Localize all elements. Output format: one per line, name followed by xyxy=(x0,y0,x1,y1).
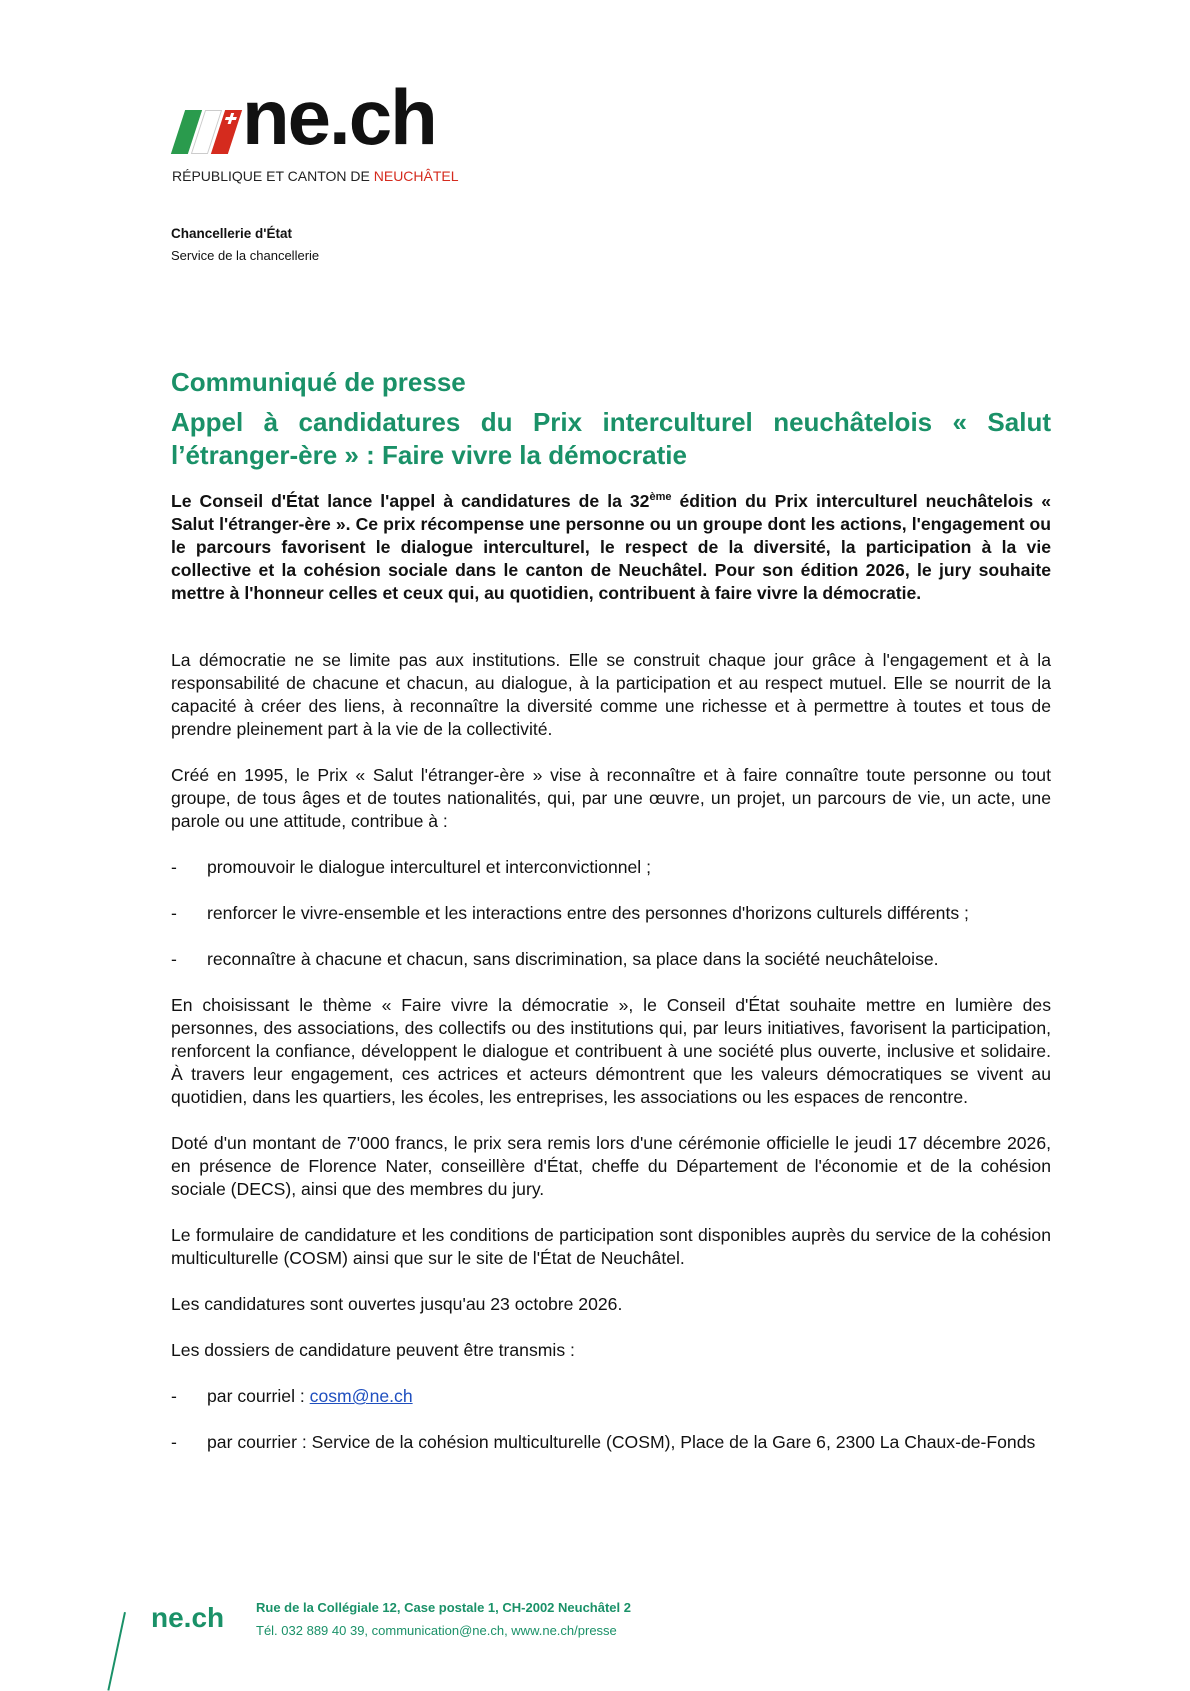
logo-wordmark: ne.ch xyxy=(242,73,436,161)
list-item: - par courrier : Service de la cohésion multiculturelle (COSM), Place de la Gare 6, 2300 La Chaux-de-Fonds xyxy=(171,1432,1036,1452)
document-title: Appel à candidatures du Prix interculturel neuchâtelois « Salut l’étranger-ère » : Faire vivre la démocratie xyxy=(171,407,1051,470)
criteria-list xyxy=(171,856,1051,971)
paragraph-1: La démocratie ne se limite pas aux institutions. Elle se construit chaque jour grâce à l'engagement et à la responsabilité de chacune et chacun, au dialogue, à la participation et au respect mutuel. Elle se nourrit de la capacité à créer des liens, à reconnaître la diversité comme une richesse et à permettre à toutes et tous de prendre pleinement part à la vie de la collectivité. xyxy=(171,650,1051,739)
department-name: Chancellerie d'État xyxy=(171,226,292,241)
document-type: Communiqué de presse xyxy=(171,367,466,397)
list-item: - promouvoir le dialogue interculturel et interconvictionnel ; xyxy=(171,857,651,877)
swiss-cross-icon xyxy=(224,113,239,124)
lead-paragraph: Le Conseil d'État lance l'appel à candidatures de la 32ème édition du Prix interculturel neuchâtelois « Salut l'étranger-ère ». Ce prix récompense une personne ou un groupe dont les actions, l'engagement ou le parcours favorisent le dialogue interculturel, le respect de la diversité, la participation à la vie collective et la cohésion sociale dans le canton de Neuchâtel. Pour son édition 2026, le jury souhaite mettre à l'honneur celles et ceux qui, au quotidien, contribuent à faire vivre la démocratie. xyxy=(171,491,1051,603)
press-release-body xyxy=(171,367,1051,1477)
ne-ch-logo xyxy=(172,73,472,190)
footer-logo: ne.ch xyxy=(151,1602,225,1633)
submission-list xyxy=(171,1385,1051,1454)
list-item: - par courriel : cosm@ne.ch xyxy=(171,1386,413,1406)
paragraph-3: En choisissant le thème « Faire vivre la démocratie », le Conseil d'État souhaite mettre en lumière des personnes, des associations, des collectifs ou des institutions qui, par leurs initiatives, favorisent la participation, renforcent la confiance, développent le dialogue et contribuent à une société plus ouverte, inclusive et solidaire. À travers leur engagement, ces actrices et acteurs démontrent que les valeurs démocratiques se vivent au quotidien, dans les quartiers, les écoles, les entreprises, les associations ou les espaces de rencontre. xyxy=(171,995,1051,1107)
logo-subtitle: RÉPUBLIQUE ET CANTON DE NEUCHÂTEL xyxy=(172,168,459,184)
paragraph-6: Les candidatures sont ouvertes jusqu'au 23 octobre 2026. xyxy=(171,1294,623,1314)
paragraph-7: Les dossiers de candidature peuvent être transmis : xyxy=(171,1340,575,1360)
email-link[interactable]: cosm@ne.ch xyxy=(309,1386,413,1406)
paragraph-2: Créé en 1995, le Prix « Salut l'étranger-ère » vise à reconnaître et à faire connaître toute personne ou tout groupe, de tous âges et de toutes nationalités, qui, par une œuvre, un projet, un parcours de vie, un acte, une parole ou une attitude, contribue à : xyxy=(171,765,1051,831)
footer-contact: Tél. 032 889 40 39, communication@ne.ch, www.ne.ch/presse xyxy=(256,1623,617,1638)
footer-slash-decoration xyxy=(107,1612,126,1691)
service-name: Service de la chancellerie xyxy=(171,248,320,263)
paragraph-5: Le formulaire de candidature et les conditions de participation sont disponibles auprès du service de la cohésion multiculturelle (COSM) ainsi que sur le site de l'État de Neuchâtel. xyxy=(171,1225,1051,1268)
footer-address: Rue de la Collégiale 12, Case postale 1, CH-2002 Neuchâtel 2 xyxy=(256,1600,631,1615)
paragraph-4: Doté d'un montant de 7'000 francs, le prix sera remis lors d'une cérémonie officielle le jeudi 17 décembre 2026, en présence de Florence Nater, conseillère d'État, cheffe du Département de l'économie et de la cohésion sociale (DECS), ainsi que des membres du jury. xyxy=(171,1133,1051,1199)
list-item: - reconnaître à chacune et chacun, sans discrimination, sa place dans la société neuchâteloise. xyxy=(171,949,939,969)
list-item: - renforcer le vivre-ensemble et les interactions entre des personnes d'horizons culturels différents ; xyxy=(171,903,969,923)
